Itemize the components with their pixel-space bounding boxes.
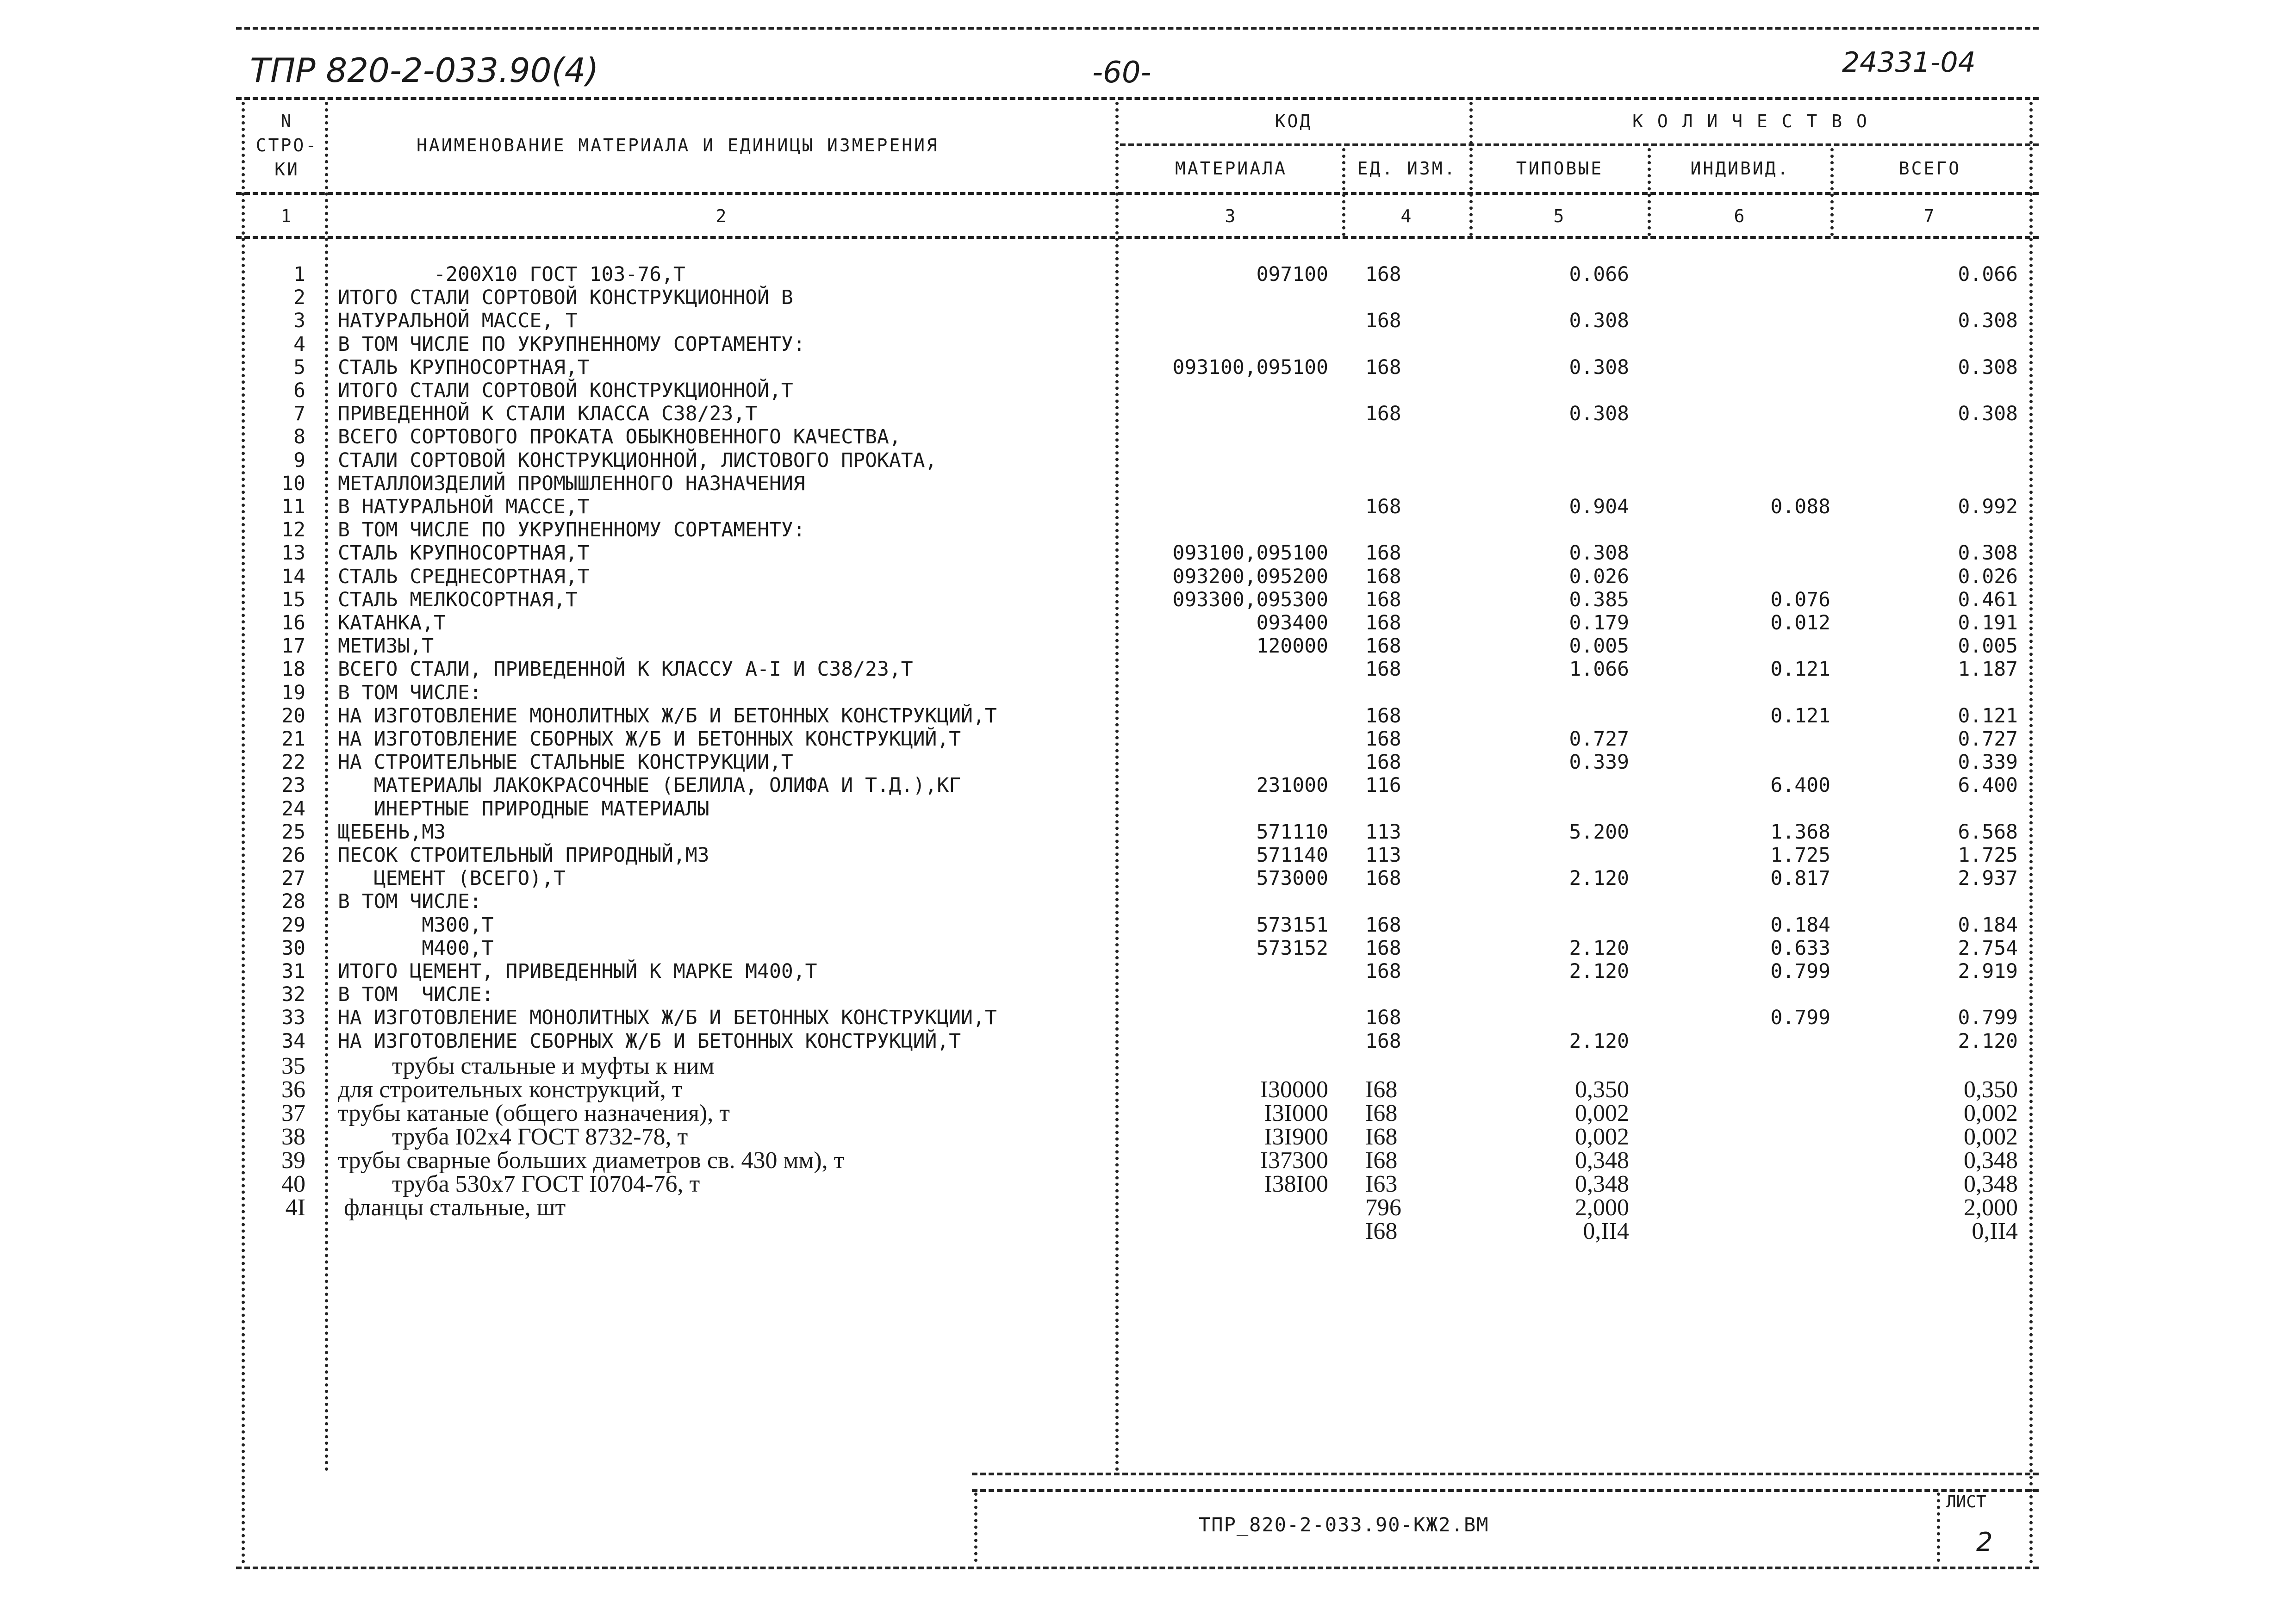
row-typical: 0.308 <box>1569 541 1629 565</box>
row-name: НА ИЗГОТОВЛЕНИЕ МОНОЛИТНЫХ Ж/Б И БЕТОННЫХ КОНСТРУКЦИЙ,Т <box>338 704 997 728</box>
row-number: 15 <box>281 588 305 611</box>
row-number: 4I <box>285 1194 305 1221</box>
colnum-6: 6 <box>1734 206 1747 226</box>
row-code: 573151 <box>1256 913 1328 937</box>
row-unit: I68 <box>1365 1147 1398 1174</box>
row-code: I3I000 <box>1264 1100 1328 1126</box>
row-typical: 0,II4 <box>1583 1218 1629 1244</box>
row-code: I38I00 <box>1264 1171 1328 1197</box>
row-typical: 0,002 <box>1575 1124 1629 1150</box>
row-number: 12 <box>281 518 305 542</box>
row-typical: 0.727 <box>1569 728 1629 751</box>
row-code: 120000 <box>1256 634 1328 658</box>
row-number: 16 <box>281 611 305 634</box>
row-number: 17 <box>281 634 305 658</box>
row-total: 0.992 <box>1958 495 2018 518</box>
row-name: НАТУРАЛЬНОЙ МАССЕ, Т <box>338 309 578 333</box>
row-name: СТАЛЬ МЕЛКОСОРТНАЯ,Т <box>338 588 578 611</box>
row-number: 27 <box>281 867 305 890</box>
row-total: 0.461 <box>1958 588 2018 611</box>
row-name: ИТОГО СТАЛИ СОРТОВОЙ КОНСТРУКЦИОННОЙ,Т <box>338 379 793 402</box>
rule-header-mid <box>1120 143 2039 146</box>
hdr-col1-line1: N <box>280 111 293 131</box>
row-unit: 168 <box>1365 588 1401 611</box>
rule-bottom <box>236 1567 2039 1569</box>
row-code: 097100 <box>1256 263 1328 286</box>
row-total: 0.308 <box>1958 402 2018 426</box>
row-typical: 0,348 <box>1575 1171 1629 1197</box>
hdr-col5: ТИПОВЫЕ <box>1516 158 1604 179</box>
row-code: 093200,095200 <box>1172 565 1328 588</box>
row-total: 1.187 <box>1958 658 2018 681</box>
row-name: ЦЕМЕНТ (ВСЕГО),Т <box>338 867 566 890</box>
hdr-col4: ЕД. ИЗМ. <box>1357 158 1457 179</box>
row-number: 40 <box>281 1171 305 1197</box>
row-total: 0.727 <box>1958 728 2018 751</box>
row-individ: 0.088 <box>1770 495 1830 518</box>
row-code: 093100,095100 <box>1172 541 1328 565</box>
row-code: 571110 <box>1256 820 1328 844</box>
row-unit: 796 <box>1365 1194 1401 1221</box>
row-typical: 0.904 <box>1569 495 1629 518</box>
row-code: 573152 <box>1256 936 1328 960</box>
row-unit: 168 <box>1365 495 1401 518</box>
row-unit: I68 <box>1365 1076 1398 1103</box>
row-typical: 2.120 <box>1569 867 1629 890</box>
row-unit: 168 <box>1365 355 1401 379</box>
row-typical: 2.120 <box>1569 936 1629 960</box>
row-unit: I63 <box>1365 1171 1398 1197</box>
row-code: 231000 <box>1256 774 1328 797</box>
row-number: 22 <box>281 751 305 774</box>
row-code: 571140 <box>1256 844 1328 867</box>
row-number: 7 <box>293 402 305 426</box>
row-individ: 0.012 <box>1770 611 1830 634</box>
row-name: ИТОГО СТАЛИ СОРТОВОЙ КОНСТРУКЦИОННОЙ В <box>338 286 793 310</box>
row-name: В ТОМ ЧИСЛЕ: <box>338 890 482 914</box>
row-unit: 168 <box>1365 960 1401 983</box>
row-name: М400,Т <box>338 936 494 960</box>
row-number: 32 <box>281 983 305 1007</box>
row-unit: 168 <box>1365 658 1401 681</box>
row-individ: 0.799 <box>1770 960 1830 983</box>
row-total: 0.026 <box>1958 565 2018 588</box>
row-name: М300,Т <box>338 913 494 937</box>
row-number: 6 <box>293 379 305 402</box>
row-total: 2.937 <box>1958 867 2018 890</box>
row-total: 0.184 <box>1958 913 2018 937</box>
row-typical: 0.308 <box>1569 355 1629 379</box>
row-number: 18 <box>281 658 305 681</box>
row-unit: 168 <box>1365 751 1401 774</box>
row-total: 0.308 <box>1958 541 2018 565</box>
hdr-col7: ВСЕГО <box>1898 158 1961 179</box>
row-total: 0.066 <box>1958 263 2018 286</box>
hdr-col2: НАИМЕНОВАНИЕ МАТЕРИАЛА И ЕДИНИЦЫ ИЗМЕРЕНИЯ <box>417 135 939 155</box>
row-name: НА ИЗГОТОВЛЕНИЕ СБОРНЫХ Ж/Б И БЕТОННЫХ КОНСТРУКЦИЙ,Т <box>338 1029 961 1053</box>
row-number: 9 <box>293 448 305 472</box>
row-total: 0.191 <box>1958 611 2018 634</box>
row-unit: 168 <box>1365 1006 1401 1030</box>
row-number: 25 <box>281 820 305 844</box>
row-unit: 168 <box>1365 611 1401 634</box>
row-number: 13 <box>281 541 305 565</box>
row-total: 2,000 <box>1964 1194 2018 1221</box>
colnum-3: 3 <box>1225 206 1238 226</box>
hdr-code-group: КОД <box>1275 111 1313 131</box>
row-unit: I68 <box>1365 1100 1398 1126</box>
col-sep-2 <box>1115 102 1119 1472</box>
row-individ: 6.400 <box>1770 774 1830 797</box>
row-name: труба I02х4 ГОСТ 8732-78, т <box>338 1124 688 1150</box>
row-individ: 1.725 <box>1770 844 1830 867</box>
row-typical: 1.066 <box>1569 658 1629 681</box>
colnum-1: 1 <box>280 206 293 226</box>
row-total: 0.799 <box>1958 1006 2018 1030</box>
row-name: для строительных конструкций, т <box>338 1076 683 1103</box>
row-typical: 0.066 <box>1569 263 1629 286</box>
row-typical: 0.339 <box>1569 751 1629 774</box>
col-sep-right <box>2029 102 2033 1564</box>
row-total: 2.754 <box>1958 936 2018 960</box>
row-name: СТАЛИ СОРТОВОЙ КОНСТРУКЦИОННОЙ, ЛИСТОВОГО ПРОКАТА, <box>338 448 937 472</box>
row-name: В НАТУРАЛЬНОЙ МАССЕ,Т <box>338 495 590 518</box>
row-individ: 0.184 <box>1770 913 1830 937</box>
row-name: В ТОМ ЧИСЛЕ: <box>338 681 482 704</box>
archive-number: 24331-04 <box>1842 46 1976 79</box>
row-number: 26 <box>281 844 305 867</box>
row-typical: 0.308 <box>1569 402 1629 426</box>
row-number: 3 <box>293 309 305 333</box>
row-individ: 0.633 <box>1770 936 1830 960</box>
row-name: В ТОМ ЧИСЛЕ ПО УКРУПНЕННОМУ СОРТАМЕНТУ: <box>338 332 805 356</box>
rule-top <box>236 27 2039 30</box>
row-name: НА СТРОИТЕЛЬНЫЕ СТАЛЬНЫЕ КОНСТРУКЦИИ,Т <box>338 751 793 774</box>
row-individ: 1.368 <box>1770 820 1830 844</box>
stamp-sheet-label: ЛИСТ <box>1946 1492 1986 1511</box>
row-name: МАТЕРИАЛЫ ЛАКОКРАСОЧНЫЕ (БЕЛИЛА, ОЛИФА И Т.Д.),КГ <box>338 774 961 797</box>
row-total: 0.121 <box>1958 704 2018 728</box>
hdr-col6: ИНДИВИД. <box>1690 158 1790 179</box>
row-unit: 168 <box>1365 867 1401 890</box>
row-unit: 168 <box>1365 913 1401 937</box>
rule-colnums-bottom <box>236 236 2039 239</box>
row-code: 093100,095100 <box>1172 355 1328 379</box>
row-name: НА ИЗГОТОВЛЕНИЕ МОНОЛИТНЫХ Ж/Б И БЕТОННЫХ КОНСТРУКЦИИ,Т <box>338 1006 997 1030</box>
hdr-col1-line2: СТРО- <box>255 135 318 155</box>
row-name: ПЕСОК СТРОИТЕЛЬНЫЙ ПРИРОДНЫЙ,М3 <box>338 844 709 867</box>
row-name: ИТОГО ЦЕМЕНТ, ПРИВЕДЕННЫЙ К МАРКЕ М400,Т <box>338 960 817 983</box>
row-unit: 168 <box>1365 634 1401 658</box>
row-total: 0,002 <box>1964 1124 2018 1150</box>
row-unit: 168 <box>1365 541 1401 565</box>
row-unit: 168 <box>1365 1029 1401 1053</box>
row-name: В ТОМ ЧИСЛЕ: <box>338 983 494 1007</box>
row-code: 093300,095300 <box>1172 588 1328 611</box>
row-name: ВСЕГО СОРТОВОГО ПРОКАТА ОБЫКНОВЕННОГО КАЧЕСТВА, <box>338 425 901 449</box>
row-number: 23 <box>281 774 305 797</box>
row-name: КАТАНКА,Т <box>338 611 446 634</box>
row-typical: 0.179 <box>1569 611 1629 634</box>
row-number: 30 <box>281 936 305 960</box>
row-name: ИНЕРТНЫЕ ПРИРОДНЫЕ МАТЕРИАЛЫ <box>338 797 709 821</box>
row-typical: 2.120 <box>1569 960 1629 983</box>
row-individ: 0.121 <box>1770 658 1830 681</box>
row-total: 1.725 <box>1958 844 2018 867</box>
row-unit: 168 <box>1365 402 1401 426</box>
row-typical: 0,002 <box>1575 1100 1629 1126</box>
row-code: 573000 <box>1256 867 1328 890</box>
row-unit: 113 <box>1365 844 1401 867</box>
row-typical: 2.120 <box>1569 1029 1629 1053</box>
rule-header-bottom <box>236 192 2039 195</box>
row-total: 2.919 <box>1958 960 2018 983</box>
row-name: трубы катаные (общего назначения), т <box>338 1100 730 1126</box>
row-number: 5 <box>293 355 305 379</box>
row-individ: 0.121 <box>1770 704 1830 728</box>
hdr-col3: МАТЕРИАЛА <box>1175 158 1287 179</box>
row-number: 19 <box>281 681 305 704</box>
row-unit: 113 <box>1365 820 1401 844</box>
row-name: -200Х10 ГОСТ 103-76,Т <box>338 263 685 286</box>
row-unit: I68 <box>1365 1218 1398 1244</box>
row-name: трубы сварные больших диаметров св. 430 мм), т <box>338 1147 845 1174</box>
rule-stamp-top <box>972 1473 2039 1475</box>
row-typical: 0,350 <box>1575 1076 1629 1103</box>
row-name: В ТОМ ЧИСЛЕ ПО УКРУПНЕННОМУ СОРТАМЕНТУ: <box>338 518 805 542</box>
row-typical: 0.308 <box>1569 309 1629 333</box>
row-unit: 168 <box>1365 704 1401 728</box>
page-number: -60- <box>1092 56 1151 90</box>
row-name: СТАЛЬ КРУПНОСОРТНАЯ,Т <box>338 355 590 379</box>
row-total: 0,350 <box>1964 1076 2018 1103</box>
row-name: СТАЛЬ КРУПНОСОРТНАЯ,Т <box>338 541 590 565</box>
row-number: 33 <box>281 1006 305 1030</box>
row-individ: 0.076 <box>1770 588 1830 611</box>
row-number: 8 <box>293 425 305 449</box>
row-unit: 168 <box>1365 309 1401 333</box>
row-typical: 2,000 <box>1575 1194 1629 1221</box>
row-number: 35 <box>281 1053 305 1079</box>
row-typical: 0.026 <box>1569 565 1629 588</box>
row-name: МЕТАЛЛОИЗДЕЛИЙ ПРОМЫШЛЕННОГО НАЗНАЧЕНИЯ <box>338 472 805 495</box>
row-name: ПРИВЕДЕННОЙ К СТАЛИ КЛАССА С38/23,Т <box>338 402 758 426</box>
row-typical: 0,348 <box>1575 1147 1629 1174</box>
row-name: труба 530х7 ГОСТ I0704-76, т <box>338 1171 700 1197</box>
row-typical: 0.005 <box>1569 634 1629 658</box>
row-name: НА ИЗГОТОВЛЕНИЕ СБОРНЫХ Ж/Б И БЕТОННЫХ КОНСТРУКЦИЙ,Т <box>338 728 961 751</box>
row-unit: 116 <box>1365 774 1401 797</box>
row-number: 37 <box>281 1100 305 1126</box>
row-unit: 168 <box>1365 936 1401 960</box>
stamp-sheet-number: 2 <box>1976 1527 1993 1557</box>
row-number: 31 <box>281 960 305 983</box>
colnum-4: 4 <box>1400 206 1413 226</box>
stamp-sep-right <box>1937 1492 1940 1562</box>
doc-code: ТПР 820-2-033.90(4) <box>250 51 599 90</box>
row-code: I3I900 <box>1264 1124 1328 1150</box>
row-total: 0.308 <box>1958 309 2018 333</box>
row-total: 6.400 <box>1958 774 2018 797</box>
row-total: 6.568 <box>1958 820 2018 844</box>
row-number: 4 <box>293 332 305 356</box>
row-total: 0.005 <box>1958 634 2018 658</box>
row-code: I37300 <box>1260 1147 1328 1174</box>
rule-header-top <box>236 97 2039 100</box>
stamp-sep-left <box>974 1492 977 1562</box>
row-number: 28 <box>281 890 305 914</box>
row-number: 14 <box>281 565 305 588</box>
colnum-2: 2 <box>716 206 728 226</box>
row-number: 2 <box>293 286 305 310</box>
row-total: 0.308 <box>1958 355 2018 379</box>
row-individ: 0.799 <box>1770 1006 1830 1030</box>
row-typical: 0.385 <box>1569 588 1629 611</box>
row-number: 21 <box>281 728 305 751</box>
col-sep-left <box>242 102 245 1564</box>
colnum-7: 7 <box>1923 206 1936 226</box>
row-number: 39 <box>281 1147 305 1174</box>
row-name: трубы стальные и муфты к ним <box>338 1053 715 1079</box>
row-number: 1 <box>293 263 305 286</box>
row-typical: 5.200 <box>1569 820 1629 844</box>
row-total: 2.120 <box>1958 1029 2018 1053</box>
row-total: 0.339 <box>1958 751 2018 774</box>
row-total: 0,348 <box>1964 1147 2018 1174</box>
colnum-5: 5 <box>1553 206 1566 226</box>
row-number: 36 <box>281 1076 305 1103</box>
row-number: 11 <box>281 495 305 518</box>
stamp-document-code: ТПР_820-2-033.90-КЖ2.ВМ <box>1199 1513 1489 1536</box>
row-number: 29 <box>281 913 305 937</box>
row-number: 38 <box>281 1124 305 1150</box>
row-unit: I68 <box>1365 1124 1398 1150</box>
row-name: МЕТИЗЫ,Т <box>338 634 434 658</box>
row-number: 34 <box>281 1029 305 1053</box>
row-total: 0,002 <box>1964 1100 2018 1126</box>
col-sep-1 <box>325 102 328 1472</box>
row-total: 0,348 <box>1964 1171 2018 1197</box>
hdr-col1-line3: КИ <box>274 159 299 180</box>
row-unit: 168 <box>1365 565 1401 588</box>
row-name: ВСЕГО СТАЛИ, ПРИВЕДЕННОЙ К КЛАССУ А-I И С38/23,Т <box>338 658 913 681</box>
row-unit: 168 <box>1365 263 1401 286</box>
hdr-qty-group: К О Л И Ч Е С Т В О <box>1632 111 1869 131</box>
row-unit: 168 <box>1365 728 1401 751</box>
rule-stamp-sep <box>972 1489 2039 1492</box>
row-code: 093400 <box>1256 611 1328 634</box>
row-number: 10 <box>281 472 305 495</box>
row-individ: 0.817 <box>1770 867 1830 890</box>
row-name: фланцы стальные, шт <box>338 1194 566 1221</box>
row-name: СТАЛЬ СРЕДНЕСОРТНАЯ,Т <box>338 565 590 588</box>
row-number: 20 <box>281 704 305 728</box>
row-code: I30000 <box>1260 1076 1328 1103</box>
row-name: ЩЕБЕНЬ,М3 <box>338 820 446 844</box>
row-total: 0,II4 <box>1972 1218 2018 1244</box>
row-number: 24 <box>281 797 305 821</box>
